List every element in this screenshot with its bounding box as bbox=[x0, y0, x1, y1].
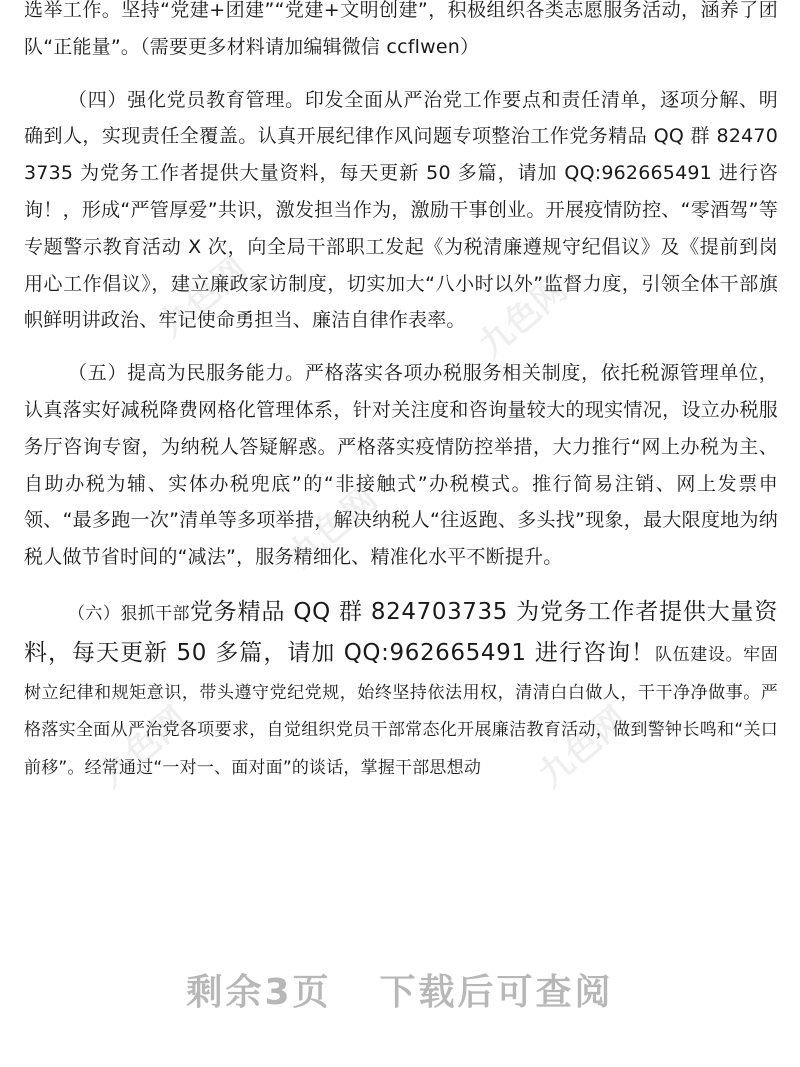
paragraph-lead: （六）狠抓干部 bbox=[68, 603, 190, 624]
watermark: 九色网 bbox=[151, 249, 256, 346]
remaining-pages-label: 剩余3页 bbox=[186, 972, 332, 1013]
watermark: 九色网 bbox=[91, 699, 196, 796]
watermark: 九色网 bbox=[531, 699, 636, 796]
paragraph-team-building bbox=[24, 592, 778, 787]
paragraph-volunteer: 选举工作。坚持“党建+团建”“党建+文明创建”，积极组织各类志愿服务活动，涵养了团队“正能量”。（需要更多材料请加编辑微信 ccflwen） bbox=[24, 0, 778, 58]
paragraph-tail: 队伍建设。牢固树立纪律和规矩意识，带头遵守党纪党规，始终坚持依法用权，清清白白做人，干干净净做事。严格落实全面从严治党各项要求，自觉组织党员干部常态化开展廉洁教育活动，做到警钟长鸣和“关口前移”。经常通过“一对一、面对面”的谈话，掌握干部思想动 bbox=[24, 644, 778, 779]
document-body bbox=[24, 0, 778, 787]
ad-text: 党务精品 QQ 群 824703735 为党务工作者提供大量资料，每天更新 50 多篇，请加 QQ:962665491 进行咨询！ bbox=[24, 598, 778, 666]
watermark: 九色网 bbox=[281, 479, 386, 576]
watermark: 九色网 bbox=[471, 269, 576, 366]
paragraph-service-capacity: （五）提高为民服务能力。严格落实各项办税服务相关制度，依托税源管理单位，认真落实好减税降费网格化管理体系，针对关注度和咨询量较大的现实情况，设立办税服务厅咨询专窗，为纳税人答疑解惑。严格落实疫情防控举措，大力推行“网上办税为主、自助办税为辅、实体办税兜底”的“非接触式”办税模式。推行简易注销、网上发票申领、“最多跑一次”清单等多项举措，解决纳税人“往返跑、多头找”现象，最大限度地为纳税人做节省时间的“减法”，服务精细化、精准化水平不断提升。 bbox=[24, 362, 778, 569]
paragraph-party-education: （四）强化党员教育管理。印发全面从严治党工作要点和责任清单，逐项分解、明确到人，实现责任全覆盖。认真开展纪律作风问题专项整治工作党务精品 QQ 群 824703735 为党务工作者提供大量资料，每天更新 50 多篇，请加 QQ:962665491 进行咨询！，形成“严管厚爱”共识，激发担当作为，激励干事创业。开展疫情防控、“零酒驾”等专题警示教育活动 X 次，向全局干部职工发起《为税清廉遵规守纪倡议》及《提前到岗用心工作倡议》，建立廉政家访制度，切实加大“八小时以外”监督力度，引领全体干部旗帜鲜明讲政治、牢记使命勇担当、廉洁自律作表率。 bbox=[24, 88, 778, 332]
download-prompt[interactable] bbox=[0, 964, 800, 1015]
download-to-view-label: 下载后可查阅 bbox=[379, 972, 614, 1013]
